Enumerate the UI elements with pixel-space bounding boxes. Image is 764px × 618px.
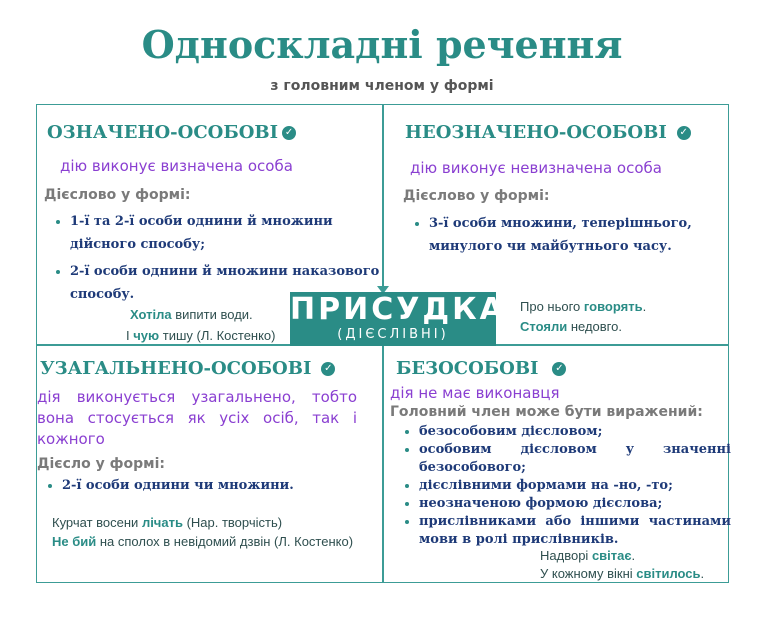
q1-desc: дію виконує визначена особа <box>60 157 293 175</box>
q3-example-1: Курчат восени лічать (Нар. творчість) <box>52 515 283 530</box>
q3-example-2: Не бий на сполох в невідомий дзвін (Л. Костенко) <box>52 534 354 549</box>
q4-title: БЕЗОСОБОВІ ✓ <box>396 358 566 379</box>
q4-item: • прислівниками або іншими частинами мови в ролі прислівників. <box>419 513 731 549</box>
check-circle-icon: ✓ <box>282 126 296 140</box>
page-title: Односкладні речення <box>141 22 623 67</box>
q4-example-1: Надворі світає. <box>540 548 636 563</box>
center-label-sub: (ДІЄСЛІВНІ) <box>337 327 449 342</box>
q1-item: • 2-ї особи однини й множини наказового способу. <box>70 260 400 306</box>
q2-title: НЕОЗНАЧЕНО-ОСОБОВІ ✓ <box>405 122 691 143</box>
q1-title: ОЗНАЧЕНО-ОСОБОВІ ✓ <box>47 122 296 143</box>
q1-form-label: Дієслово у формі: <box>44 187 191 203</box>
q3-form-label: Дієсло у формі: <box>37 456 165 472</box>
q4-item: • неозначеною формою дієслова; <box>419 495 731 513</box>
q1-example-1: Хотіла випити води. <box>130 307 253 322</box>
q3-desc: дія виконується узагальнено, тобто вона стосується як усіх осіб, так і кожного <box>37 388 357 448</box>
q4-list <box>397 423 731 549</box>
q2-list <box>407 212 729 258</box>
page-subtitle: з головним членом у формі <box>270 78 494 94</box>
q2-form-label: Дієслово у формі: <box>403 188 550 204</box>
q3-title: УЗАГАЛЬНЕНО-ОСОБОВІ ✓ <box>40 358 335 379</box>
q1-example-2: І чую тишу (Л. Костенко) <box>126 328 276 343</box>
q3-item: • 2-ї особи однини чи множини. <box>62 474 382 497</box>
q4-example-2: У кожному вікні світилось. <box>540 566 705 581</box>
q3-list <box>40 474 382 497</box>
check-circle-icon: ✓ <box>321 362 335 376</box>
q4-item: • особовим дієсловом у значенні безособового; <box>419 441 731 477</box>
q2-example-2: Стояли недовго. <box>520 319 622 334</box>
center-label <box>290 292 506 346</box>
q4-item: • безособовим дієсловом; <box>419 423 731 441</box>
q4-form-label: Головний член може бути виражений: <box>390 404 703 420</box>
q2-desc: дію виконує невизначена особа <box>410 159 662 177</box>
q2-example-1: Про нього говорять. <box>520 299 647 314</box>
center-label-main: ПРИСУДКА <box>290 292 506 327</box>
check-circle-icon: ✓ <box>677 126 691 140</box>
q4-item: • дієслівними формами на -но, -то; <box>419 477 731 495</box>
q2-item: • 3-ї особи множини, теперішнього, минулого чи майбутнього часу. <box>429 212 729 258</box>
q1-item: • 1-ї та 2-ї особи однини й множини дійсного способу; <box>70 210 400 256</box>
q4-desc: дія не має виконавця <box>390 384 560 402</box>
check-circle-icon: ✓ <box>552 362 566 376</box>
